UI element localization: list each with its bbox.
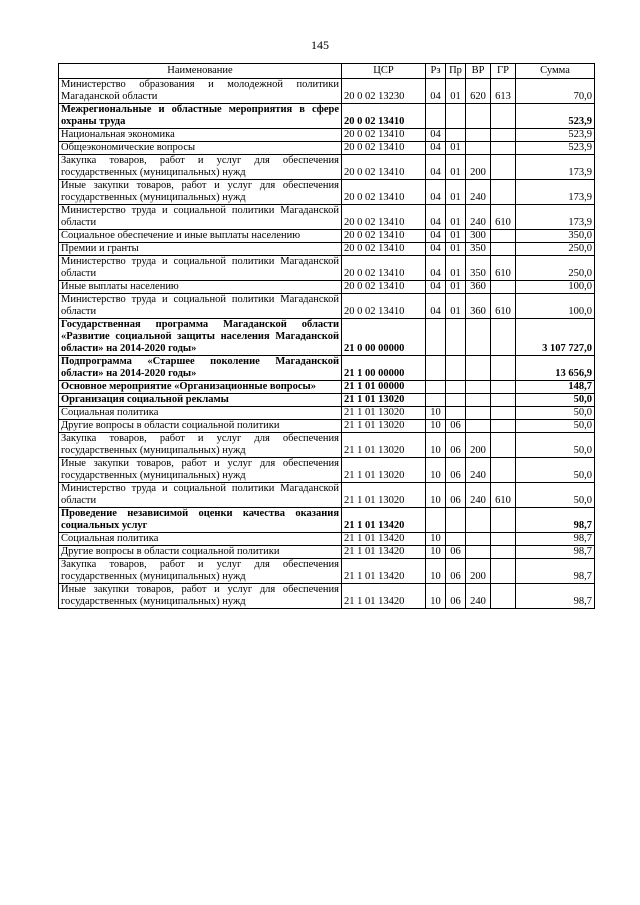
cell-gr — [491, 559, 516, 584]
header-pr: Пр — [446, 64, 466, 79]
table-row — [59, 458, 595, 483]
cell-rz: 04 — [426, 155, 446, 180]
cell-vr — [466, 508, 491, 533]
cell-vr — [466, 142, 491, 155]
cell-name: Основное мероприятие «Организационные вопросы» — [59, 381, 342, 394]
table-row — [59, 256, 595, 281]
cell-csr: 21 1 01 13020 — [342, 483, 426, 508]
cell-vr: 360 — [466, 281, 491, 294]
cell-csr: 21 1 01 13420 — [342, 508, 426, 533]
cell-gr — [491, 508, 516, 533]
cell-name: Министерство труда и социальной политики Магаданской области — [59, 483, 342, 508]
cell-rz: 04 — [426, 230, 446, 243]
cell-csr: 21 1 01 13420 — [342, 546, 426, 559]
cell-name: Министерство образования и молодежной политики Магаданской области — [59, 79, 342, 104]
header-name: Наименование — [59, 64, 342, 79]
cell-sum: 523,9 — [516, 129, 595, 142]
cell-sum: 173,9 — [516, 180, 595, 205]
cell-name: Социальная политика — [59, 533, 342, 546]
cell-gr — [491, 394, 516, 407]
cell-rz — [426, 508, 446, 533]
cell-sum: 523,9 — [516, 142, 595, 155]
cell-rz: 10 — [426, 407, 446, 420]
table-row — [59, 533, 595, 546]
cell-rz: 10 — [426, 433, 446, 458]
cell-pr: 01 — [446, 205, 466, 230]
cell-vr: 350 — [466, 256, 491, 281]
table-row — [59, 420, 595, 433]
cell-vr: 300 — [466, 230, 491, 243]
cell-gr — [491, 584, 516, 609]
cell-name: Организация социальной рекламы — [59, 394, 342, 407]
header-rz: Рз — [426, 64, 446, 79]
cell-csr: 20 0 02 13410 — [342, 129, 426, 142]
table-row — [59, 129, 595, 142]
cell-name: Закупка товаров, работ и услуг для обеспечения государственных (муниципальных) нужд — [59, 433, 342, 458]
cell-gr — [491, 420, 516, 433]
cell-sum: 50,0 — [516, 407, 595, 420]
cell-csr: 21 1 01 13020 — [342, 458, 426, 483]
table-row — [59, 180, 595, 205]
cell-name: Другие вопросы в области социальной политики — [59, 546, 342, 559]
cell-csr: 20 0 02 13410 — [342, 205, 426, 230]
cell-rz — [426, 319, 446, 356]
header-csr: ЦСР — [342, 64, 426, 79]
cell-vr: 200 — [466, 433, 491, 458]
cell-gr — [491, 433, 516, 458]
cell-rz: 04 — [426, 79, 446, 104]
cell-rz: 10 — [426, 533, 446, 546]
cell-vr: 240 — [466, 458, 491, 483]
table-row — [59, 559, 595, 584]
cell-gr: 610 — [491, 294, 516, 319]
cell-sum: 173,9 — [516, 205, 595, 230]
cell-vr — [466, 420, 491, 433]
cell-csr: 21 1 01 00000 — [342, 381, 426, 394]
cell-gr: 610 — [491, 256, 516, 281]
cell-name: Закупка товаров, работ и услуг для обеспечения государственных (муниципальных) нужд — [59, 155, 342, 180]
cell-csr: 20 0 02 13410 — [342, 243, 426, 256]
cell-csr: 21 1 01 13020 — [342, 407, 426, 420]
cell-pr: 06 — [446, 559, 466, 584]
cell-name: Межрегиональные и областные мероприятия в сфере охраны труда — [59, 104, 342, 129]
cell-pr: 01 — [446, 256, 466, 281]
cell-name: Министерство труда и социальной политики Магаданской области — [59, 205, 342, 230]
cell-csr: 20 0 02 13410 — [342, 142, 426, 155]
cell-sum: 50,0 — [516, 483, 595, 508]
cell-sum: 98,7 — [516, 546, 595, 559]
cell-sum: 173,9 — [516, 155, 595, 180]
cell-gr — [491, 104, 516, 129]
cell-gr — [491, 155, 516, 180]
cell-pr — [446, 104, 466, 129]
cell-vr — [466, 407, 491, 420]
table-row — [59, 230, 595, 243]
cell-pr: 01 — [446, 243, 466, 256]
cell-rz — [426, 381, 446, 394]
cell-vr: 240 — [466, 483, 491, 508]
cell-vr — [466, 356, 491, 381]
cell-sum: 250,0 — [516, 243, 595, 256]
cell-sum: 98,7 — [516, 533, 595, 546]
header-vr: ВР — [466, 64, 491, 79]
table-row — [59, 546, 595, 559]
cell-pr: 01 — [446, 294, 466, 319]
cell-sum: 148,7 — [516, 381, 595, 394]
cell-pr: 01 — [446, 79, 466, 104]
cell-pr — [446, 533, 466, 546]
table-row — [59, 381, 595, 394]
cell-vr: 360 — [466, 294, 491, 319]
table-row — [59, 243, 595, 256]
cell-gr: 613 — [491, 79, 516, 104]
cell-pr: 01 — [446, 155, 466, 180]
cell-name: Иные закупки товаров, работ и услуг для обеспечения государственных (муниципальных) нужд — [59, 584, 342, 609]
table-row — [59, 394, 595, 407]
table-row — [59, 508, 595, 533]
cell-sum: 98,7 — [516, 508, 595, 533]
cell-csr: 20 0 02 13410 — [342, 104, 426, 129]
cell-csr: 21 1 01 13420 — [342, 584, 426, 609]
cell-gr — [491, 533, 516, 546]
cell-vr: 240 — [466, 584, 491, 609]
cell-name: Министерство труда и социальной политики Магаданской области — [59, 294, 342, 319]
cell-rz: 10 — [426, 458, 446, 483]
page-number: 145 — [311, 38, 329, 52]
cell-rz: 04 — [426, 205, 446, 230]
cell-vr: 350 — [466, 243, 491, 256]
table-row — [59, 319, 595, 356]
cell-vr: 240 — [466, 180, 491, 205]
cell-sum: 98,7 — [516, 584, 595, 609]
cell-vr — [466, 533, 491, 546]
cell-pr — [446, 129, 466, 142]
cell-pr — [446, 319, 466, 356]
cell-pr — [446, 381, 466, 394]
cell-name: Государственная программа Магаданской области «Развитие социальной защиты населения Магаданской области» на 2014-2020 годы» — [59, 319, 342, 356]
cell-gr — [491, 180, 516, 205]
cell-name: Иные закупки товаров, работ и услуг для обеспечения государственных (муниципальных) нужд — [59, 458, 342, 483]
header-gr: ГР — [491, 64, 516, 79]
table-row — [59, 584, 595, 609]
cell-rz: 10 — [426, 420, 446, 433]
cell-vr: 200 — [466, 155, 491, 180]
cell-name: Иные закупки товаров, работ и услуг для обеспечения государственных (муниципальных) нужд — [59, 180, 342, 205]
cell-csr: 20 0 02 13410 — [342, 294, 426, 319]
cell-csr: 20 0 02 13410 — [342, 256, 426, 281]
header-sum: Сумма — [516, 64, 595, 79]
cell-rz — [426, 394, 446, 407]
cell-rz — [426, 104, 446, 129]
cell-rz: 04 — [426, 129, 446, 142]
cell-rz: 10 — [426, 584, 446, 609]
cell-sum: 50,0 — [516, 433, 595, 458]
cell-name: Подпрограмма «Старшее поколение Магаданской области» на 2014-2020 годы» — [59, 356, 342, 381]
cell-csr: 21 1 01 13420 — [342, 533, 426, 546]
cell-vr — [466, 129, 491, 142]
cell-sum: 350,0 — [516, 230, 595, 243]
cell-pr: 01 — [446, 230, 466, 243]
cell-sum: 70,0 — [516, 79, 595, 104]
cell-name: Министерство труда и социальной политики Магаданской области — [59, 256, 342, 281]
cell-rz: 04 — [426, 256, 446, 281]
cell-rz: 10 — [426, 559, 446, 584]
cell-sum: 98,7 — [516, 559, 595, 584]
cell-pr: 06 — [446, 433, 466, 458]
cell-gr — [491, 407, 516, 420]
cell-sum: 523,9 — [516, 104, 595, 129]
cell-pr — [446, 394, 466, 407]
cell-csr: 21 1 01 13020 — [342, 420, 426, 433]
cell-pr — [446, 407, 466, 420]
cell-name: Премии и гранты — [59, 243, 342, 256]
cell-sum: 50,0 — [516, 458, 595, 483]
cell-rz — [426, 356, 446, 381]
cell-name: Социальная политика — [59, 407, 342, 420]
cell-gr: 610 — [491, 483, 516, 508]
cell-rz: 04 — [426, 142, 446, 155]
cell-gr — [491, 281, 516, 294]
table-row — [59, 433, 595, 458]
cell-name: Другие вопросы в области социальной политики — [59, 420, 342, 433]
cell-csr: 21 1 01 13020 — [342, 394, 426, 407]
cell-pr: 01 — [446, 180, 466, 205]
cell-name: Национальная экономика — [59, 129, 342, 142]
cell-vr — [466, 104, 491, 129]
cell-pr: 06 — [446, 458, 466, 483]
cell-pr: 06 — [446, 584, 466, 609]
cell-csr: 21 1 01 13420 — [342, 559, 426, 584]
cell-gr — [491, 546, 516, 559]
table-row — [59, 79, 595, 104]
cell-gr — [491, 356, 516, 381]
table-row — [59, 155, 595, 180]
cell-rz: 04 — [426, 281, 446, 294]
cell-rz: 10 — [426, 483, 446, 508]
cell-vr — [466, 546, 491, 559]
cell-name: Социальное обеспечение и иные выплаты населению — [59, 230, 342, 243]
table-row — [59, 483, 595, 508]
cell-pr: 06 — [446, 483, 466, 508]
table-row — [59, 281, 595, 294]
cell-vr: 240 — [466, 205, 491, 230]
cell-vr: 620 — [466, 79, 491, 104]
cell-gr — [491, 129, 516, 142]
table-row — [59, 407, 595, 420]
cell-sum: 250,0 — [516, 256, 595, 281]
cell-vr — [466, 319, 491, 356]
cell-csr: 20 0 02 13410 — [342, 180, 426, 205]
cell-name: Общеэкономические вопросы — [59, 142, 342, 155]
cell-csr: 20 0 02 13410 — [342, 230, 426, 243]
cell-gr — [491, 381, 516, 394]
cell-name: Иные выплаты населению — [59, 281, 342, 294]
cell-sum: 3 107 727,0 — [516, 319, 595, 356]
cell-sum: 100,0 — [516, 294, 595, 319]
cell-name: Проведение независимой оценки качества оказания социальных услуг — [59, 508, 342, 533]
cell-gr — [491, 458, 516, 483]
cell-rz: 04 — [426, 180, 446, 205]
cell-csr: 20 0 02 13410 — [342, 281, 426, 294]
cell-rz: 04 — [426, 294, 446, 319]
cell-pr — [446, 356, 466, 381]
cell-vr: 200 — [466, 559, 491, 584]
table-row — [59, 142, 595, 155]
cell-rz: 04 — [426, 243, 446, 256]
cell-gr — [491, 142, 516, 155]
table-row — [59, 294, 595, 319]
table-row — [59, 104, 595, 129]
table-row — [59, 356, 595, 381]
cell-pr: 01 — [446, 281, 466, 294]
cell-gr — [491, 243, 516, 256]
cell-gr — [491, 230, 516, 243]
cell-csr: 21 0 00 00000 — [342, 319, 426, 356]
cell-csr: 21 1 00 00000 — [342, 356, 426, 381]
cell-gr: 610 — [491, 205, 516, 230]
cell-pr — [446, 508, 466, 533]
cell-name: Закупка товаров, работ и услуг для обеспечения государственных (муниципальных) нужд — [59, 559, 342, 584]
cell-csr: 21 1 01 13020 — [342, 433, 426, 458]
cell-sum: 50,0 — [516, 420, 595, 433]
cell-gr — [491, 319, 516, 356]
budget-table — [58, 63, 595, 609]
cell-vr — [466, 381, 491, 394]
cell-sum: 100,0 — [516, 281, 595, 294]
table-header-row — [59, 64, 595, 79]
table-row — [59, 205, 595, 230]
cell-sum: 13 656,9 — [516, 356, 595, 381]
cell-vr — [466, 394, 491, 407]
cell-csr: 20 0 02 13410 — [342, 155, 426, 180]
cell-pr: 06 — [446, 420, 466, 433]
cell-pr: 01 — [446, 142, 466, 155]
cell-pr: 06 — [446, 546, 466, 559]
cell-sum: 50,0 — [516, 394, 595, 407]
cell-rz: 10 — [426, 546, 446, 559]
cell-csr: 20 0 02 13230 — [342, 79, 426, 104]
table-body — [59, 79, 595, 609]
